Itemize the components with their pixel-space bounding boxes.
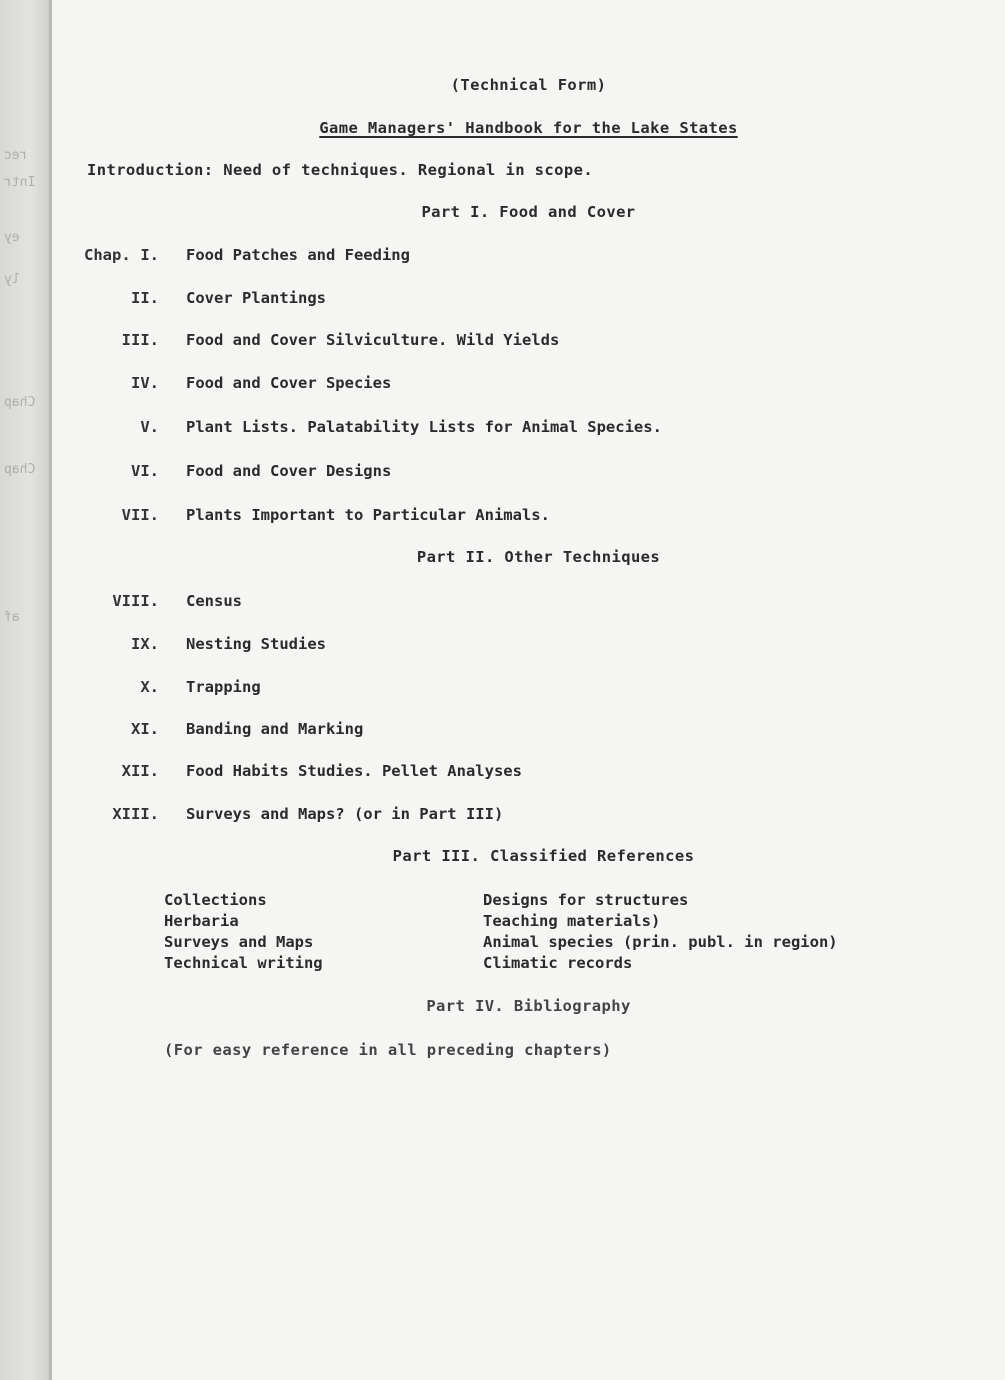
chapter-number: VIII. (112, 592, 159, 610)
bleed-through-mark: Chap (4, 462, 36, 477)
chapter-title: Food Habits Studies. Pellet Analyses (186, 762, 522, 780)
bleed-through-mark: ly (4, 272, 20, 287)
chapter-number: X. (140, 678, 159, 696)
reference-item: Teaching materials) (483, 912, 661, 930)
chapter-title: Census (186, 592, 242, 610)
reference-item: Surveys and Maps (164, 933, 314, 951)
chapter-number: II. (131, 289, 159, 307)
bleed-through-mark: rec (4, 148, 28, 163)
chapter-number: IV. (131, 374, 159, 392)
chapter-title: Cover Plantings (186, 289, 326, 307)
chapter-number: V. (140, 418, 159, 436)
bleed-through-mark: Intr (4, 175, 36, 190)
part1-heading: Part I. Food and Cover (421, 203, 636, 221)
chapter-number: III. (121, 331, 159, 349)
chapter-title: Food and Cover Silviculture. Wild Yields (186, 331, 560, 349)
facing-page-edge (0, 0, 50, 1380)
bleed-through-mark: af (4, 610, 20, 625)
chapter-number: XII. (121, 762, 159, 780)
chapter-number: IX. (131, 635, 159, 653)
chapter-prefix: Chap. (84, 246, 131, 264)
introduction-line: Introduction: Need of techniques. Regional in scope. (87, 161, 594, 179)
chapter-title: Plants Important to Particular Animals. (186, 506, 550, 524)
reference-item: Technical writing (164, 954, 323, 972)
references-left-column (164, 890, 323, 974)
reference-item: Designs for structures (483, 891, 689, 909)
reference-item: Climatic records (483, 954, 633, 972)
chapter-title: Food Patches and Feeding (186, 246, 410, 264)
chapter-title: Banding and Marking (186, 720, 364, 738)
part4-heading: Part IV. Bibliography (426, 997, 631, 1015)
part2-heading: Part II. Other Techniques (416, 548, 661, 566)
references-right-column (483, 890, 838, 974)
reference-item: Herbaria (164, 912, 239, 930)
form-label: (Technical Form) (450, 76, 607, 94)
chapter-number: VI. (131, 462, 159, 480)
reference-item: Collections (164, 891, 267, 909)
bibliography-note: (For easy reference in all preceding chapters) (164, 1041, 612, 1059)
chapter-number: XIII. (112, 805, 159, 823)
part3-heading: Part III. Classified References (392, 847, 695, 865)
bleed-through-mark: Chap (4, 395, 36, 410)
reference-item: Animal species (prin. publ. in region) (483, 933, 838, 951)
document-title: Game Managers' Handbook for the Lake States (319, 119, 738, 137)
bleed-through-mark: ey (4, 230, 20, 245)
document-page (52, 0, 1005, 1380)
chapter-number: VII. (121, 506, 159, 524)
chapter-number: I. (140, 246, 159, 264)
chapter-number: XI. (131, 720, 159, 738)
chapter-title: Trapping (186, 678, 261, 696)
chapter-title: Food and Cover Designs (186, 462, 392, 480)
chapter-title: Food and Cover Species (186, 374, 392, 392)
chapter-title: Plant Lists. Palatability Lists for Animal Species. (186, 418, 662, 436)
chapter-title: Surveys and Maps? (or in Part III) (186, 805, 504, 823)
chapter-title: Nesting Studies (186, 635, 326, 653)
